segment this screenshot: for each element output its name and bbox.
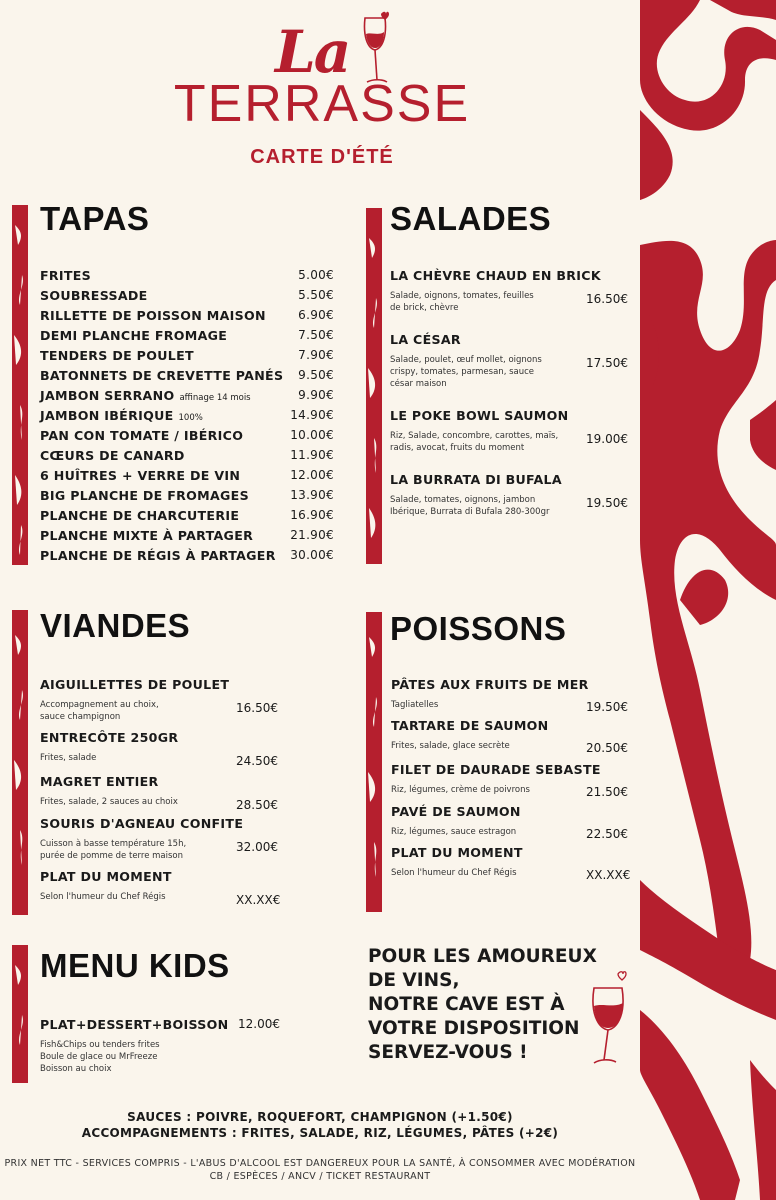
tapas-item-name (40, 388, 251, 403)
tapas-item-label: BATONNETS DE CREVETTE PANÉS (40, 368, 284, 383)
viande-item-price: 32.00€ (236, 840, 278, 854)
tapas-item-label: JAMBON SERRANO (40, 388, 175, 403)
poisson-item-name: PAVÉ DE SAUMON (391, 804, 521, 819)
salade-item-desc: Salade, poulet, œuf mollet, oignons (390, 355, 542, 365)
tapas-item-note: affinage 14 mois (179, 393, 251, 403)
tapas-item-label: 6 HUÎTRES + VERRE DE VIN (40, 468, 241, 483)
tapas-title: TAPAS (40, 200, 150, 237)
tapas-item-price: 9.90€ (298, 388, 334, 402)
viande-item-price: 24.50€ (236, 754, 278, 768)
salade-item-name: LA CÉSAR (390, 332, 461, 347)
poisson-item-price: 19.50€ (586, 700, 628, 714)
viande-item-desc: Accompagnement au choix, (40, 700, 159, 710)
poisson-item-price: 21.50€ (586, 785, 628, 799)
poisson-item-desc: Frites, salade, glace secrète (391, 741, 510, 751)
tapas-item-label: PLANCHE MIXTE À PARTAGER (40, 528, 254, 543)
salade-item-desc: crispy, tomates, parmesan, sauce (390, 367, 535, 377)
footer-accompagnements: ACCOMPAGNEMENTS : FRITES, SALADE, RIZ, LÉGUMES, PÂTES (+2€) (81, 1126, 559, 1140)
tapas-item-price: 5.50€ (298, 288, 334, 302)
tapas-row (40, 468, 334, 483)
tapas-item-note: 100% (178, 413, 203, 423)
tapas-item-price: 11.90€ (290, 448, 334, 462)
tapas-item-label: RILLETTE DE POISSON MAISON (40, 308, 266, 323)
kids-desc-3: Boisson au choix (40, 1064, 112, 1074)
viande-item-name: MAGRET ENTIER (40, 774, 159, 789)
poisson-item-desc: Riz, légumes, crème de poivrons (391, 785, 530, 795)
tapas-item-name (40, 368, 283, 383)
tapas-row (40, 268, 334, 283)
kids-item: PLAT+DESSERT+BOISSON (40, 1017, 229, 1032)
tapas-item-price: 12.00€ (290, 468, 334, 482)
salade-item-price: 19.50€ (586, 496, 628, 510)
salade-item-desc: Ibérique, Burrata di Bufala 280-300gr (390, 507, 550, 517)
wine-line-5: SERVEZ-VOUS ! (368, 1042, 528, 1063)
menu-subtitle: CARTE D'ÉTÉ (250, 146, 394, 168)
tapas-item-price: 16.90€ (290, 508, 334, 522)
tapas-row (40, 408, 334, 423)
tapas-item-label: DEMI PLANCHE FROMAGE (40, 328, 228, 343)
tapas-item-name (40, 328, 227, 343)
tapas-item-price: 13.90€ (290, 488, 334, 502)
salade-item-name: LA BURRATA DI BUFALA (390, 472, 562, 487)
tapas-item-name (40, 428, 243, 443)
poisson-item-name: TARTARE DE SAUMON (391, 718, 549, 733)
tapas-row (40, 428, 334, 443)
salade-item-desc: de brick, chèvre (390, 303, 459, 313)
tapas-item-label: PLANCHE DE RÉGIS À PARTAGER (40, 548, 276, 563)
wine-line-3: NOTRE CAVE EST À (368, 994, 565, 1015)
tapas-item-name (40, 288, 148, 303)
tapas-row (40, 288, 334, 303)
tapas-item-price: 6.90€ (298, 308, 334, 322)
tapas-row (40, 528, 334, 543)
tapas-item-name (40, 468, 240, 483)
kids-title: MENU KIDS (40, 947, 230, 984)
kids-desc-2: Boule de glace ou MrFreeze (40, 1052, 158, 1062)
viande-item-name: SOURIS D'AGNEAU CONFITE (40, 816, 244, 831)
tapas-row (40, 448, 334, 463)
tapas-row (40, 368, 334, 383)
tapas-row (40, 348, 334, 363)
tapas-item-price: 5.00€ (298, 268, 334, 282)
logo-terrasse: TERRASSE (173, 75, 471, 133)
viande-item-desc: purée de pomme de terre maison (40, 851, 184, 861)
footer-payment: CB / ESPÈCES / ANCV / TICKET RESTAURANT (209, 1171, 431, 1182)
tapas-item-label: FRITES (40, 268, 92, 283)
kids-desc-1: Fish&Chips ou tenders frites (40, 1040, 160, 1050)
salade-item-desc: Riz, Salade, concombre, carottes, maïs, (390, 431, 559, 441)
salade-item-name: LA CHÈVRE CHAUD EN BRICK (390, 268, 601, 283)
tapas-item-name (40, 548, 276, 563)
tapas-item-name (40, 488, 249, 503)
tapas-item-name (40, 348, 194, 363)
poisson-item-price: XX.XX€ (586, 868, 631, 882)
section-strip-kids (12, 945, 28, 1083)
viande-item-desc: Frites, salade (40, 753, 97, 763)
tapas-item-price: 7.50€ (298, 328, 334, 342)
tapas-row (40, 548, 334, 563)
poissons-title: POISSONS (390, 610, 567, 647)
tapas-item-label: JAMBON IBÉRIQUE (40, 408, 174, 423)
wine-line-4: VOTRE DISPOSITION (368, 1018, 580, 1039)
viande-item-desc: Frites, salade, 2 sauces au choix (40, 797, 178, 807)
salade-item-price: 16.50€ (586, 292, 628, 306)
salade-item-desc: césar maison (390, 379, 447, 389)
poisson-item-name: FILET DE DAURADE SEBASTE (391, 762, 601, 777)
tapas-item-price: 21.90€ (290, 528, 334, 542)
poisson-item-desc: Selon l'humeur du Chef Régis (391, 868, 517, 878)
viande-item-desc: Cuisson à basse température 15h, (40, 839, 187, 849)
tapas-item-price: 30.00€ (290, 548, 334, 562)
tapas-row (40, 308, 334, 323)
viande-item-desc: sauce champignon (40, 712, 121, 722)
salade-item-desc: Salade, tomates, oignons, jambon (390, 495, 536, 505)
tapas-item-price: 9.50€ (298, 368, 334, 382)
viande-item-price: 16.50€ (236, 701, 278, 715)
viande-item-price: XX.XX€ (236, 893, 281, 907)
wine-line-2: DE VINS, (368, 970, 460, 991)
tapas-item-name (40, 268, 91, 283)
footer-sauces: SAUCES : POIVRE, ROQUEFORT, CHAMPIGNON (+1.50€) (127, 1110, 513, 1124)
salade-item-desc: Salade, oignons, tomates, feuilles (390, 291, 534, 301)
poisson-item-name: PLAT DU MOMENT (391, 845, 523, 860)
tapas-row (40, 508, 334, 523)
tapas-row (40, 488, 334, 503)
salade-item-price: 19.00€ (586, 432, 628, 446)
tapas-item-name (40, 448, 185, 463)
section-strip-salades (366, 208, 382, 564)
section-strip-poissons (366, 612, 382, 912)
tapas-item-label: PAN CON TOMATE / IBÉRICO (40, 428, 244, 443)
tapas-item-label: TENDERS DE POULET (40, 348, 194, 363)
viandes-title: VIANDES (40, 607, 191, 644)
salades-title: SALADES (390, 200, 552, 237)
viande-item-name: PLAT DU MOMENT (40, 869, 172, 884)
tapas-item-label: BIG PLANCHE DE FROMAGES (40, 488, 249, 503)
tapas-item-label: PLANCHE DE CHARCUTERIE (40, 508, 240, 523)
tapas-item-name (40, 408, 203, 423)
tapas-item-price: 10.00€ (290, 428, 334, 442)
poisson-item-price: 20.50€ (586, 741, 628, 755)
section-strip-tapas (12, 205, 28, 565)
salade-item-name: LE POKE BOWL SAUMON (390, 408, 569, 423)
poisson-item-desc: Riz, légumes, sauce estragon (391, 827, 517, 837)
kids-price: 12.00€ (238, 1017, 280, 1031)
wine-line-1: POUR LES AMOUREUX (368, 946, 597, 967)
coral-decoration (640, 0, 776, 1200)
tapas-item-name (40, 528, 253, 543)
poisson-item-name: PÂTES AUX FRUITS DE MER (391, 677, 589, 692)
tapas-item-name (40, 308, 266, 323)
salade-item-desc: radis, avocat, fruits du moment (390, 443, 525, 453)
tapas-item-price: 7.90€ (298, 348, 334, 362)
tapas-row (40, 328, 334, 343)
poisson-item-price: 22.50€ (586, 827, 628, 841)
tapas-item-label: CŒURS DE CANARD (40, 448, 185, 463)
footer-legal: PRIX NET TTC - SERVICES COMPRIS - L'ABUS D'ALCOOL EST DANGEREUX POUR LA SANTÉ, À CONSOMMER AVEC MODÉRATION (4, 1158, 636, 1169)
viande-item-desc: Selon l'humeur du Chef Régis (40, 892, 166, 902)
tapas-item-name (40, 508, 239, 523)
tapas-item-price: 14.90€ (290, 408, 334, 422)
salade-item-price: 17.50€ (586, 356, 628, 370)
viande-item-name: AIGUILLETTES DE POULET (40, 677, 230, 692)
section-strip-viandes (12, 610, 28, 915)
viande-item-price: 28.50€ (236, 798, 278, 812)
wine-glass-icon (586, 968, 632, 1068)
logo-script: La (275, 18, 350, 86)
tapas-row (40, 388, 334, 403)
poisson-item-desc: Tagliatelles (391, 700, 439, 710)
viande-item-name: ENTRECÔTE 250GR (40, 730, 179, 745)
tapas-item-label: SOUBRESSADE (40, 288, 148, 303)
